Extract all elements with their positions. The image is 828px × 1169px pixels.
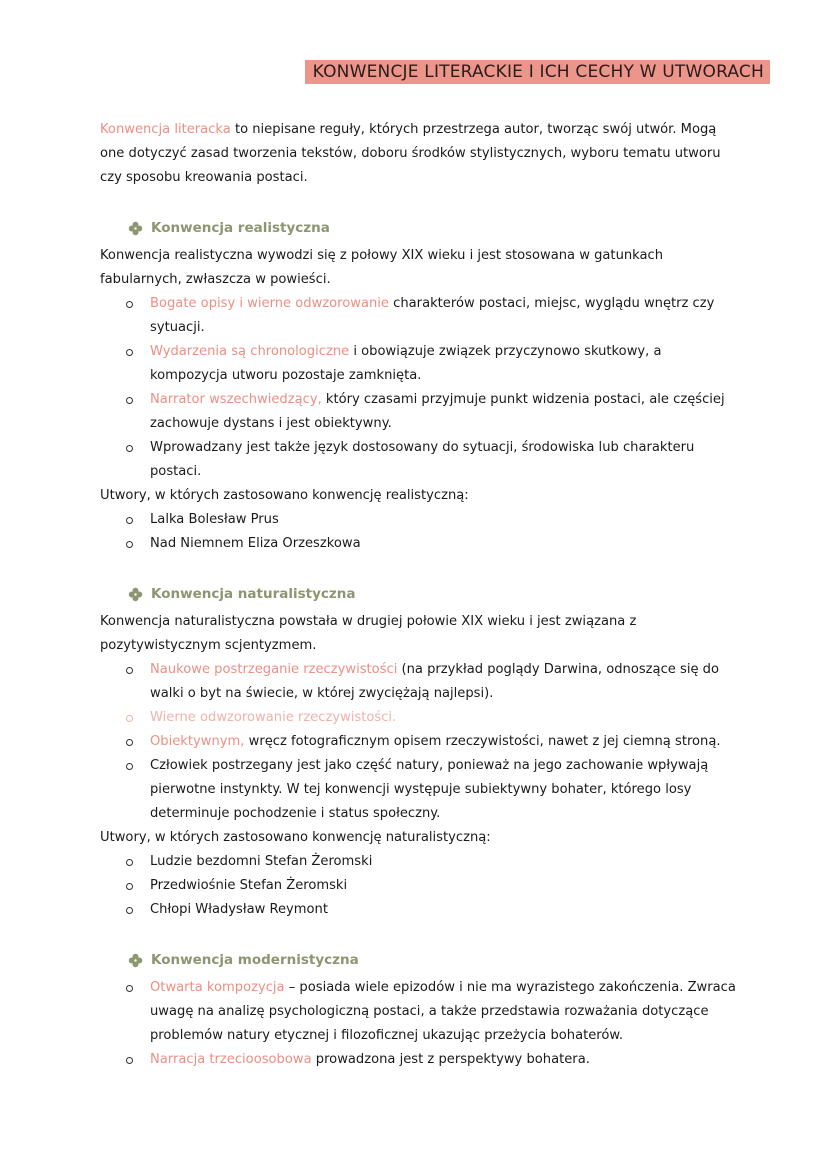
- list-item: Nad Niemnem Eliza Orzeszkowa: [100, 532, 740, 556]
- realistic-features-list: [100, 292, 740, 484]
- section-title: Konwencja modernistyczna: [151, 952, 359, 968]
- clover-icon: [128, 953, 143, 968]
- section-heading-naturalistic: [128, 582, 740, 606]
- section-intro: Konwencja naturalistyczna powstała w drugiej połowie XIX wieku i jest związana z pozytywistycznym scjentyzmem.: [100, 614, 637, 653]
- naturalistic-features-list: [100, 658, 740, 826]
- title-banner: [305, 60, 770, 84]
- modernist-features-list: [100, 976, 740, 1072]
- section-heading-modernist: [128, 948, 740, 972]
- list-item: Wprowadzany jest także język dostosowany do sytuacji, środowiska lub charakteru postaci.: [100, 436, 740, 484]
- section-title: Konwencja realistyczna: [151, 220, 330, 236]
- list-item: Narrator wszechwiedzący, który czasami przyjmuje punkt widzenia postaci, ale częściej zachowuje dystans i jest obiektywny.: [100, 388, 740, 436]
- list-item: Bogate opisy i wierne odwzorowanie charakterów postaci, miejsc, wyglądu wnętrz czy sytuacji.: [100, 292, 740, 340]
- naturalistic-works-list: [100, 850, 740, 922]
- realistic-works-list: [100, 508, 740, 556]
- clover-icon: [128, 221, 143, 236]
- section-title: Konwencja naturalistyczna: [151, 586, 356, 602]
- page-title: KONWENCJE LITERACKIE I ICH CECHY W UTWORACH: [312, 62, 764, 82]
- works-label: Utwory, w których zastosowano konwencję realistyczną:: [100, 488, 469, 503]
- list-item: Chłopi Władysław Reymont: [100, 898, 740, 922]
- works-label: Utwory, w których zastosowano konwencję naturalistyczną:: [100, 830, 491, 845]
- list-item: Naukowe postrzeganie rzeczywistości (na przykład poglądy Darwina, odnoszące się do walki o byt na świecie, w której zwyciężają najlepsi).: [100, 658, 740, 706]
- intro-term: Konwencja literacka: [100, 122, 231, 137]
- list-item: Wydarzenia są chronologiczne i obowiązuje związek przyczynowo skutkowy, a kompozycja utworu pozostaje zamknięta.: [100, 340, 740, 388]
- section-heading-realistic: [128, 216, 740, 240]
- list-item: Otwarta kompozycja – posiada wiele epizodów i nie ma wyrazistego zakończenia. Zwraca uwagę na analizę psychologiczną postaci, a także przedstawia rozważania dotyczące problemów natury etycznej i filozoficznej ukazując przeżycia bohaterów.: [100, 976, 740, 1048]
- intro-text: to niepisane reguły, których przestrzega autor, tworząc swój utwór. Mogą one dotyczyć zasad tworzenia tekstów, doboru środków stylistycznych, wyboru tematu utworu czy sposobu kreowania postaci.: [100, 122, 721, 185]
- list-item: Ludzie bezdomni Stefan Żeromski: [100, 850, 740, 874]
- list-item: Lalka Bolesław Prus: [100, 508, 740, 532]
- document-body: [100, 118, 740, 1072]
- list-item: Obiektywnym, wręcz fotograficznym opisem rzeczywistości, nawet z jej ciemną stroną.: [100, 730, 740, 754]
- list-item: Narracja trzecioosobowa prowadzona jest z perspektywy bohatera.: [100, 1048, 740, 1072]
- clover-icon: [128, 587, 143, 602]
- list-item: Przedwiośnie Stefan Żeromski: [100, 874, 740, 898]
- intro-paragraph: [100, 118, 740, 190]
- section-intro: Konwencja realistyczna wywodzi się z połowy XIX wieku i jest stosowana w gatunkach fabularnych, zwłaszcza w powieści.: [100, 248, 664, 287]
- list-item: Człowiek postrzegany jest jako część natury, ponieważ na jego zachowanie wpływają pierwotne instynkty. W tej konwencji występuje subiektywny bohater, którego losy determinuje pochodzenie i status społeczny.: [100, 754, 740, 826]
- list-item: Wierne odwzorowanie rzeczywistości.: [100, 706, 740, 730]
